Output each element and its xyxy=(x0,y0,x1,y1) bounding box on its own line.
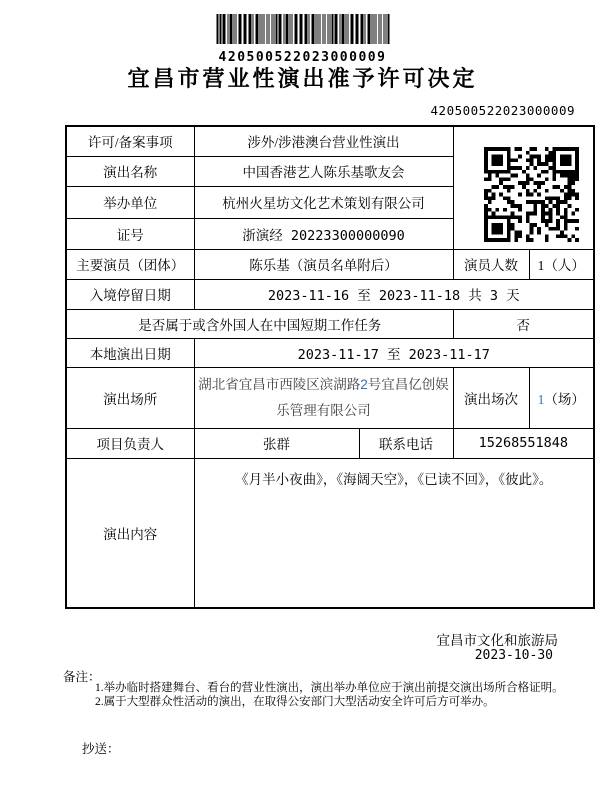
permit-table xyxy=(65,125,595,609)
sessions-unit: （场） xyxy=(544,391,585,407)
organizer-label: 举办单位 xyxy=(66,186,194,218)
content-value: 《月半小夜曲》，《海阔天空》，《已读不回》，《彼此》。 xyxy=(194,458,594,608)
content-label: 演出内容 xyxy=(66,458,194,608)
foreign-short-task-label: 是否属于或含外国人在中国短期工作任务 xyxy=(66,309,453,338)
document-number: 420500522023000009 xyxy=(430,103,575,118)
table-row xyxy=(66,126,594,156)
issue-date: 2023-10-30 xyxy=(474,648,553,663)
table-row xyxy=(66,338,594,367)
entry-stay-label: 入境停留日期 xyxy=(66,279,194,309)
table-row xyxy=(66,249,594,279)
performers-label: 主要演员（团体） xyxy=(66,249,194,279)
sessions-value xyxy=(529,367,594,428)
venue-label: 演出场所 xyxy=(66,367,194,428)
table-row xyxy=(66,309,594,338)
barcode-number: 420500522023000009 xyxy=(218,50,387,65)
table-row xyxy=(66,367,594,428)
manager-value: 张群 xyxy=(194,428,359,458)
license-no-label: 证号 xyxy=(66,218,194,249)
notes-label: 备注： xyxy=(63,670,101,684)
manager-label: 项目负责人 xyxy=(66,428,194,458)
performers-value: 陈乐基（演员名单附后） xyxy=(194,249,453,279)
permit-item-value: 涉外/涉港澳台营业性演出 xyxy=(194,126,453,156)
qr-code-cell xyxy=(453,126,594,249)
table-row xyxy=(66,458,594,608)
qr-code-icon xyxy=(484,147,579,242)
performer-count-label: 演员人数 xyxy=(453,249,529,279)
notes-list xyxy=(95,682,564,709)
note-item: 1.举办临时搭建舞台、看台的营业性演出，演出举办单位应于演出前提交演出场所合格证明。 xyxy=(95,682,564,694)
note-item: 2.属于大型群众性活动的演出，在取得公安部门大型活动安全许可后方可举办。 xyxy=(95,695,495,708)
document-title: 宜昌市营业性演出准予许可决定 xyxy=(127,66,478,91)
barcode xyxy=(216,14,389,65)
entry-stay-value: 2023-11-16 至 2023-11-18 共 3 天 xyxy=(194,279,594,309)
phone-label: 联系电话 xyxy=(359,428,453,458)
sessions-number: 1 xyxy=(537,391,545,407)
foreign-short-task-value: 否 xyxy=(453,309,594,338)
performance-name-value: 中国香港艺人陈乐基歌友会 xyxy=(194,156,453,186)
venue-address-post: 号宜昌亿创娱乐管理有限公司 xyxy=(276,376,449,418)
phone-value: 15268551848 xyxy=(453,428,594,458)
license-no-value: 浙演经 20223300000090 xyxy=(194,218,453,249)
local-dates-value: 2023-11-17 至 2023-11-17 xyxy=(194,338,594,367)
performance-name-label: 演出名称 xyxy=(66,156,194,186)
performer-count-value: 1（人） xyxy=(529,249,594,279)
table-row xyxy=(66,428,594,458)
barcode-bars-icon xyxy=(216,14,389,44)
cc-label: 抄送： xyxy=(82,742,120,756)
organizer-value: 杭州火星坊文化艺术策划有限公司 xyxy=(194,186,453,218)
venue-address-number: 2 xyxy=(360,376,368,392)
permit-item-label: 许可/备案事项 xyxy=(66,126,194,156)
venue-address-pre: 湖北省宜昌市西陵区滨湖路 xyxy=(198,376,361,392)
sessions-label: 演出场次 xyxy=(453,367,529,428)
table-row xyxy=(66,279,594,309)
local-dates-label: 本地演出日期 xyxy=(66,338,194,367)
venue-address xyxy=(194,367,453,428)
issuer-agency: 宜昌市文化和旅游局 xyxy=(436,633,558,648)
